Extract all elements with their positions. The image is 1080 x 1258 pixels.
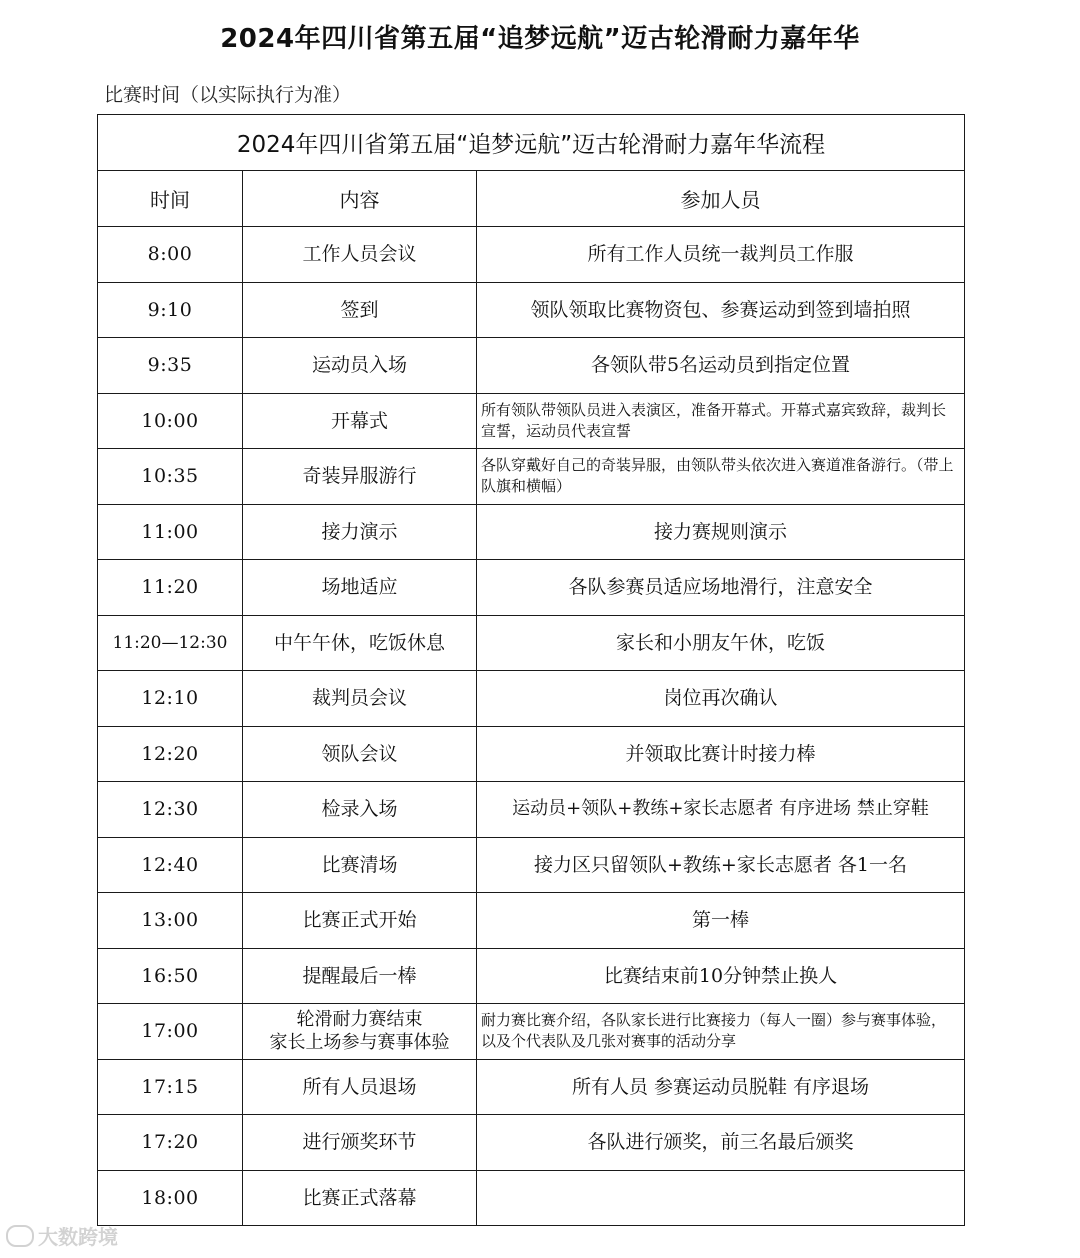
time-cell: 10:00 (98, 393, 243, 449)
watermark (6, 1221, 118, 1250)
content-cell: 奇装异服游行 (243, 449, 477, 505)
content-cell: 领队会议 (243, 726, 477, 782)
time-cell: 17:15 (98, 1059, 243, 1115)
table-row (98, 449, 965, 505)
table-row (98, 948, 965, 1004)
participants-cell: 所有领队带领队员进入表演区，准备开幕式。开幕式嘉宾致辞，裁判长宣誓，运动员代表宣誓 (477, 393, 965, 449)
time-cell: 12:30 (98, 782, 243, 838)
content-cell: 开幕式 (243, 393, 477, 449)
time-cell: 11:20 (98, 560, 243, 616)
time-cell: 18:00 (98, 1170, 243, 1226)
watermark-text: 大数跨境 (38, 1225, 118, 1249)
header-participants: 参加人员 (477, 171, 965, 227)
table-title: 2024年四川省第五届“追梦远航”迈古轮滑耐力嘉年华流程 (98, 115, 965, 171)
content-cell: 所有人员退场 (243, 1059, 477, 1115)
time-cell: 11:00 (98, 504, 243, 560)
participants-cell: 岗位再次确认 (477, 671, 965, 727)
content-cell: 提醒最后一棒 (243, 948, 477, 1004)
header-time: 时间 (98, 171, 243, 227)
content-cell: 进行颁奖环节 (243, 1115, 477, 1171)
table-row (98, 837, 965, 893)
content-cell: 轮滑耐力赛结束 家长上场参与赛事体验 (243, 1004, 477, 1060)
participants-cell (477, 1170, 965, 1226)
time-cell: 16:50 (98, 948, 243, 1004)
time-cell: 10:35 (98, 449, 243, 505)
table-row (98, 504, 965, 560)
table-row (98, 1059, 965, 1115)
time-cell: 17:00 (98, 1004, 243, 1060)
schedule-table (97, 114, 965, 1226)
content-cell: 接力演示 (243, 504, 477, 560)
content-cell: 检录入场 (243, 782, 477, 838)
content-cell: 裁判员会议 (243, 671, 477, 727)
table-row (98, 560, 965, 616)
time-cell: 12:10 (98, 671, 243, 727)
table-row (98, 338, 965, 394)
participants-cell: 第一棒 (477, 893, 965, 949)
participants-cell: 所有人员 参赛运动员脱鞋 有序退场 (477, 1059, 965, 1115)
participants-cell: 接力区只留领队+教练+家长志愿者 各1一名 (477, 837, 965, 893)
participants-cell: 各队进行颁奖，前三名最后颁奖 (477, 1115, 965, 1171)
table-row (98, 393, 965, 449)
participants-cell: 领队领取比赛物资包、参赛运动到签到墙拍照 (477, 282, 965, 338)
content-cell: 比赛清场 (243, 837, 477, 893)
table-header-row (98, 171, 965, 227)
table-title-row (98, 115, 965, 171)
participants-cell: 比赛结束前10分钟禁止换人 (477, 948, 965, 1004)
table-row (98, 282, 965, 338)
time-cell: 12:20 (98, 726, 243, 782)
time-cell: 13:00 (98, 893, 243, 949)
content-cell: 场地适应 (243, 560, 477, 616)
time-cell: 11:20—12:30 (98, 615, 243, 671)
participants-cell: 各队穿戴好自己的奇装异服，由领队带头依次进入赛道准备游行。（带上队旗和横幅） (477, 449, 965, 505)
content-cell: 中午午休，吃饭休息 (243, 615, 477, 671)
participants-cell: 运动员+领队+教练+家长志愿者 有序进场 禁止穿鞋 (477, 782, 965, 838)
document-subtitle: 比赛时间（以实际执行为准） (104, 84, 352, 106)
table-row (98, 726, 965, 782)
table-row (98, 782, 965, 838)
table-row (98, 615, 965, 671)
content-cell: 工作人员会议 (243, 227, 477, 283)
time-cell: 9:35 (98, 338, 243, 394)
table-row (98, 227, 965, 283)
time-cell: 12:40 (98, 837, 243, 893)
time-cell: 9:10 (98, 282, 243, 338)
time-cell: 8:00 (98, 227, 243, 283)
participants-cell: 各队参赛员适应场地滑行，注意安全 (477, 560, 965, 616)
participants-cell: 耐力赛比赛介绍，各队家长进行比赛接力（每人一圈）参与赛事体验，以及个代表队及几张对赛事的活动分享 (477, 1004, 965, 1060)
table-row (98, 1004, 965, 1060)
content-cell: 比赛正式落幕 (243, 1170, 477, 1226)
table-row (98, 1170, 965, 1226)
header-content: 内容 (243, 171, 477, 227)
table-row (98, 671, 965, 727)
table-row (98, 893, 965, 949)
content-cell: 签到 (243, 282, 477, 338)
content-cell: 比赛正式开始 (243, 893, 477, 949)
watermark-logo-icon (6, 1225, 34, 1247)
participants-cell: 接力赛规则演示 (477, 504, 965, 560)
content-cell: 运动员入场 (243, 338, 477, 394)
participants-cell: 所有工作人员统一裁判员工作服 (477, 227, 965, 283)
document-title: 2024年四川省第五届“追梦远航”迈古轮滑耐力嘉年华 (220, 24, 860, 54)
participants-cell: 并领取比赛计时接力棒 (477, 726, 965, 782)
time-cell: 17:20 (98, 1115, 243, 1171)
participants-cell: 家长和小朋友午休，吃饭 (477, 615, 965, 671)
table-row (98, 1115, 965, 1171)
participants-cell: 各领队带5名运动员到指定位置 (477, 338, 965, 394)
